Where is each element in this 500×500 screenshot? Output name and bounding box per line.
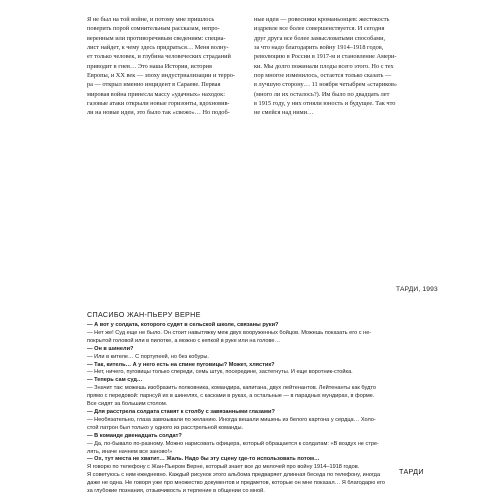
interview-answer: — Или в кителе… С портупеей, но без кобуры.: [87, 353, 209, 360]
essay-line: ра — открыл именно инцидент в Сараеве. Первая: [87, 81, 221, 89]
interview-answer: — Да, по-бывало по-разному. Можно нарисовать офицера, который обращается к солдатам: «В воздух не стре-: [87, 440, 379, 447]
essay-line: ли на новые идеи, это было так «свежо»… Но подоб-: [87, 109, 230, 117]
interview-answer: — Значит так: можешь изобразить полковника, командира, капитана, двух лейтенантов. Лейтенанты как будто: [87, 385, 377, 392]
interview-question: — Теперь сам суд…: [87, 377, 143, 384]
interview-question: — Так, китель… А у него есть на спине пуговицы? Может, хлястик?: [87, 361, 275, 368]
essay-line: лист найдет, к чему здесь придраться… Меня волну-: [87, 44, 229, 52]
essay-column-left: [87, 15, 265, 118]
interview-title: СПАСИБО ЖАН-ПЬЕРУ ВЕРНЕ: [87, 310, 201, 319]
interview-answer: Я советуюсь с ним ежедневно. Каждый рисунок этого альбома предваряет длинная беседа по телефону, иногда: [87, 472, 381, 479]
interview-signature: ТАРДИ: [399, 467, 424, 476]
essay-line: Европы, и XX век — эпоху индустриализации и терро-: [87, 72, 236, 80]
essay-line: газовые атаки открыли новые горизонты, вдохновив-: [87, 100, 230, 108]
essay-line: в лучшую сторону… 11 ноября четыбрем «стариков»: [254, 81, 398, 89]
essay-line: (много ли их осталось?). Им было по двадцать лет: [254, 90, 390, 98]
interview-question: — Для расстрела солдата ставят к столбу с завязанными глазами?: [87, 408, 275, 415]
essay-line: за что надо благодарить войну 1914–1918 годов,: [254, 44, 384, 52]
interview-answer: покрытой головой или в пилотке, а можно с кепкой в руке или на голове…: [87, 337, 281, 344]
essay-line: ки. Мы долго пожинали плоды всего этого. Но с тех: [254, 62, 394, 70]
essay-line: поверить порой сомнительным рассказам, непро-: [87, 25, 220, 33]
interview-answer: Я говорю по телефону с Жан-Пьером Верне, который знает все до мелочей про войну 1914–1918 годов.: [87, 464, 360, 471]
interview-question: — А вот у солдата, которого судят в сельской школе, связаны руки?: [87, 322, 279, 328]
interview-answer: стой патрон был только у одного из расстрельной команды.: [87, 424, 244, 431]
essay-line: ные идеи — ровесники кроманьонцев: жестокость: [254, 16, 390, 23]
essay-line: ет только человек, и глубина человеческих страданий: [87, 53, 231, 61]
interview-question: — В команде двенадцать солдат?: [87, 432, 182, 439]
essay-line: приводит в гнев… Это наша История, история: [87, 62, 212, 70]
interview-answer: за глубокие познания, отзывчивость и терпение в общении со мной.: [87, 488, 265, 495]
essay-column-right: [254, 15, 432, 118]
essay-line: издревле все более совершенствуется. И сегодня: [254, 25, 385, 33]
interview-question: — Ох, тут места не хватит… Жаль. Надо бы эту сцену где-то использовать потом…: [87, 456, 320, 463]
essay-line: пор многое изменилось, остается только сказать —: [254, 72, 392, 80]
interview-answer: Все сидят за большим столом.: [87, 401, 168, 408]
essay-line: мировая война принесла массу «удачных» находок:: [87, 90, 225, 98]
interview-answer: — Необязательно, глаза завязывали по желанию. Иногда вешали мишень из белого картона у сердца… Холо-: [87, 416, 376, 423]
interview-text: [87, 322, 412, 496]
essay-line: революцию в России в 1917-м и становление Амери-: [254, 53, 397, 61]
essay-line: в 1915 году, у них отняли юность и будущее. Так что: [254, 100, 396, 108]
essay-line: не смейся над ними…: [254, 109, 314, 117]
interview-answer: лять, иначе начнем все заново!»: [87, 448, 173, 455]
interview-answer: даже не одна. Не говоря уже про множество документов и предметов, которые он мне показал… Я благодарю его: [87, 480, 385, 487]
essay-line: Я не был на той войне, и потому мне пришлось: [87, 16, 215, 23]
interview-question: — Он в шинели?: [87, 345, 134, 352]
interview-answer: — Нет, ничего, пуговицы только спереди, семь штук, посередине, застегнуты. И еще воротник-стойка.: [87, 369, 353, 376]
essay-line: веренным или противоречивым сведениям: специа-: [87, 34, 226, 42]
interview-answer: прямо с передовой: парнсуй их в шинелях, с касками в руках, а остальные — в парадных мундирах, в форме.: [87, 393, 375, 400]
interview-answer: — Нет же! Суд еще не было. Он стоит навытяжку меж двух вооруженных бойцов. Можешь показать его с не-: [87, 329, 372, 336]
essay-line: друг друга все более замысловатыми способами,: [254, 34, 386, 42]
essay-signature: ТАРДИ, 1993: [396, 286, 438, 293]
